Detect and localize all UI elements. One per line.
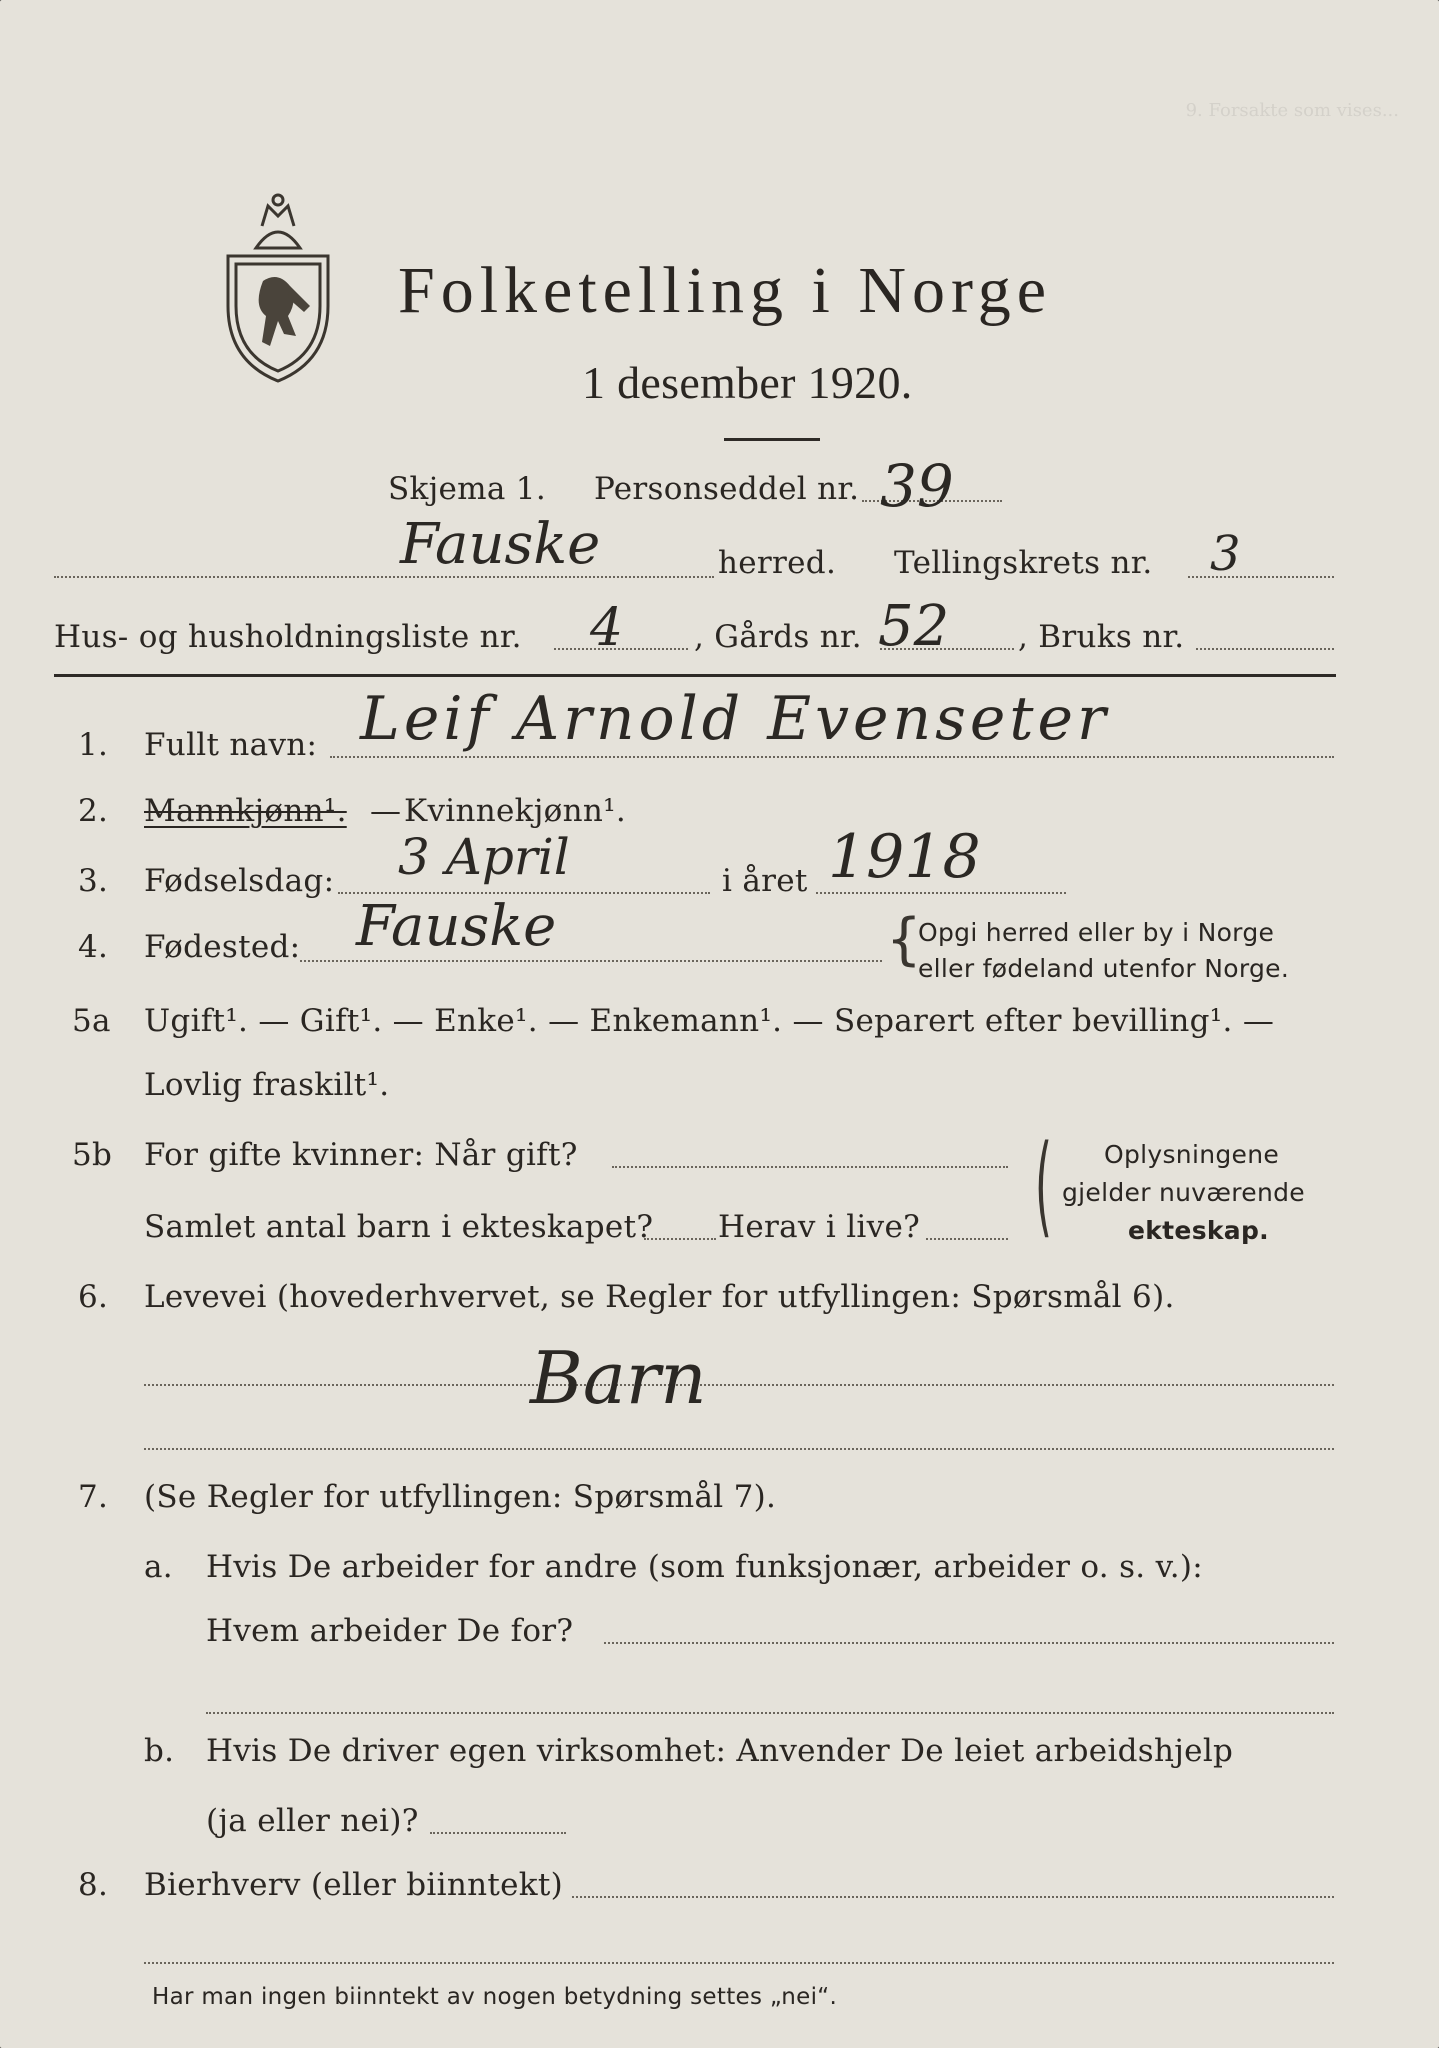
q7b-line-2: (ja eller nei)? (206, 1803, 419, 1839)
birthplace-note-1: Opgi herred eller by i Norge (918, 918, 1275, 947)
herred-line (54, 576, 714, 578)
q7a-line-1: Hvis De arbeider for andre (som funksjonær, arbeider o. s. v.): (206, 1549, 1204, 1585)
title-divider (724, 438, 820, 441)
married-when-label: For gifte kvinner: Når gift? (144, 1137, 578, 1173)
q4-number: 4. (78, 929, 109, 965)
form-title: Folketelling i Norge (398, 254, 1053, 327)
q3-number: 3. (78, 863, 109, 899)
q1-number: 1. (78, 727, 109, 763)
marital-options: Ugift¹. — Gift¹. — Enke¹. — Enkemann¹. — Separert efter bevilling¹. — (144, 1003, 1275, 1039)
q7-label: (Se Regler for utfyllingen: Spørsmål 7). (144, 1479, 777, 1515)
marital-options-2: Lovlig fraskilt¹. (144, 1067, 390, 1103)
ekteskap-note-3: ekteskap. (1128, 1216, 1269, 1245)
tellingskrets-value: 3 (1210, 526, 1241, 582)
male-option: Mannkjønn¹. (144, 793, 347, 829)
hus-value: 4 (590, 598, 624, 658)
personseddel-value: 39 (880, 452, 954, 520)
children-line (644, 1238, 716, 1240)
gards-value: 52 (878, 594, 950, 659)
side-income-label: Bierhverv (eller biinntekt) (144, 1867, 564, 1903)
female-option: Kvinnekjønn¹. (404, 793, 627, 829)
birthplace-note-2: eller fødeland utenfor Norge. (918, 954, 1290, 983)
bruks-line (1196, 648, 1334, 650)
year-line (816, 892, 1066, 894)
occupation-label: Levevei (hovederhvervet, se Regler for utfyllingen: Spørsmål 6). (144, 1279, 1175, 1315)
q7b-line-1: Hvis De driver egen virksomhet: Anvender De leiet arbeidshjelp (206, 1733, 1234, 1769)
children-label: Samlet antal barn i ekteskapet? (144, 1209, 654, 1245)
q1-line (330, 756, 1334, 758)
side-income-line-1 (572, 1896, 1334, 1898)
bruks-label: , Bruks nr. (1018, 619, 1185, 655)
employer-line-2 (206, 1712, 1334, 1714)
birthplace-value: Fauske (356, 894, 557, 959)
birth-year-value: 1918 (828, 822, 981, 892)
coat-of-arms-icon (218, 186, 338, 386)
birthday-value: 3 April (398, 828, 570, 886)
q2-number: 2. (78, 793, 109, 829)
ekteskap-brace: ( (1034, 1121, 1053, 1249)
full-name-value: Leif Arnold Evenseter (360, 684, 1110, 754)
q7-number: 7. (78, 1479, 109, 1515)
year-label: i året (722, 863, 808, 899)
alive-label: Herav i live? (718, 1209, 921, 1245)
occupation-value: Barn (530, 1336, 707, 1420)
q7a-line-2: Hvem arbeider De for? (206, 1613, 574, 1649)
q5b-number: 5b (72, 1137, 113, 1173)
q6-number: 6. (78, 1279, 109, 1315)
schema-label: Skjema 1. (388, 471, 546, 507)
ekteskap-note-2: gjelder nuværende (1062, 1178, 1305, 1207)
hus-label: Hus- og husholdningsliste nr. (54, 619, 522, 655)
gender-dash: — (370, 793, 402, 829)
q4-label: Fødested: (144, 929, 301, 965)
q7b-number: b. (144, 1733, 175, 1769)
herred-value: Fauske (400, 512, 601, 577)
header-rule (54, 674, 1336, 677)
hired-help-line (430, 1832, 566, 1834)
q3-label: Fødselsdag: (144, 863, 335, 899)
q1-label: Fullt navn: (144, 727, 318, 763)
q5a-number: 5a (72, 1003, 111, 1039)
ekteskap-note-1: Oplysningene (1104, 1140, 1280, 1169)
bleed-through: 9. Forsakte som vises... (1185, 100, 1399, 121)
occupation-line-2 (144, 1448, 1334, 1450)
personseddel-label: Personseddel nr. (594, 471, 860, 507)
married-when-line (612, 1166, 1008, 1168)
gards-label: , Gårds nr. (694, 619, 862, 655)
q7a-number: a. (144, 1549, 173, 1585)
footer-note: Har man ingen biinntekt av nogen betydning settes „nei“. (152, 1984, 838, 2010)
birthplace-line (300, 960, 882, 962)
tellingskrets-label: Tellingskrets nr. (894, 545, 1153, 581)
note-brace: { (886, 907, 922, 972)
occupation-line-1 (144, 1384, 1334, 1386)
census-date: 1 desember 1920. (582, 357, 913, 408)
q8-number: 8. (78, 1867, 109, 1903)
herred-label: herred. (718, 545, 837, 581)
alive-line (926, 1238, 1008, 1240)
employer-line-1 (604, 1642, 1334, 1644)
side-income-line-2 (144, 1962, 1334, 1964)
